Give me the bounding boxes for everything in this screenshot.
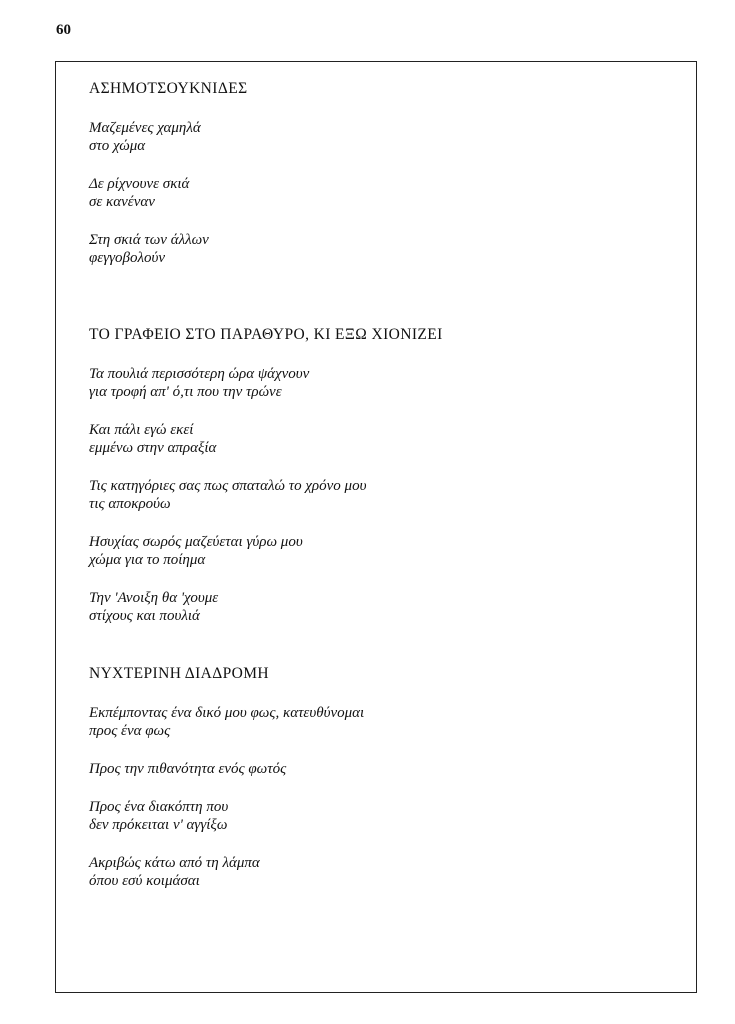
poem-line: στο χώμα xyxy=(89,138,146,154)
poem-line: σε κανέναν xyxy=(89,194,155,210)
poem-line: Την 'Ανοιξη θα 'χουμε xyxy=(89,590,219,606)
poem-line: Στη σκιά των άλλων xyxy=(89,232,209,248)
poem-line: Εκπέμποντας ένα δικό μου φως, κατευθύνομαι xyxy=(89,705,365,721)
poem-line: προς ένα φως xyxy=(89,723,171,739)
poem-line: στίχους και πουλιά xyxy=(89,608,200,624)
poem-line: όπου εσύ κοιμάσαι xyxy=(89,873,200,889)
poem-line: δεν πρόκειται ν' αγγίξω xyxy=(89,817,228,833)
poem-line: τις αποκρούω xyxy=(89,496,171,512)
poem-line: Και πάλι εγώ εκεί xyxy=(89,422,194,438)
poem-line: Τις κατηγόριες σας πως σπαταλώ το χρόνο μου xyxy=(89,478,367,494)
poem-line: χώμα για το ποίημα xyxy=(89,552,206,568)
poem-title: ΑΣΗΜΟΤΣΟΥΚΝΙΔΕΣ xyxy=(89,80,248,97)
poem-line: για τροφή απ' ό,τι που την τρώνε xyxy=(89,384,282,400)
poem-line: Προς την πιθανότητα ενός φωτός xyxy=(89,761,287,777)
poem-line: Τα πουλιά περισσότερη ώρα ψάχνουν xyxy=(89,366,310,382)
poem-line: Μαζεμένες χαμηλά xyxy=(89,120,201,136)
poem-line: Ακριβώς κάτω από τη λάμπα xyxy=(89,855,260,871)
poem-title: ΤΟ ΓΡΑΦΕΙΟ ΣΤΟ ΠΑΡΑΘΥΡΟ, ΚΙ ΕΞΩ ΧΙΟΝΙΖΕΙ xyxy=(89,326,443,343)
poem-line: Δε ρίχνουνε σκιά xyxy=(89,176,190,192)
poem-line: φεγγοβολούν xyxy=(89,250,166,266)
poem-line: εμμένω στην απραξία xyxy=(89,440,217,456)
poem-line: Προς ένα διακόπτη που xyxy=(89,799,229,815)
poem-title: ΝΥΧΤΕΡΙΝΗ ΔΙΑΔΡΟΜΗ xyxy=(89,665,269,682)
page-number: 60 xyxy=(56,22,71,38)
poem-line: Ησυχίας σωρός μαζεύεται γύρω μου xyxy=(89,534,303,550)
